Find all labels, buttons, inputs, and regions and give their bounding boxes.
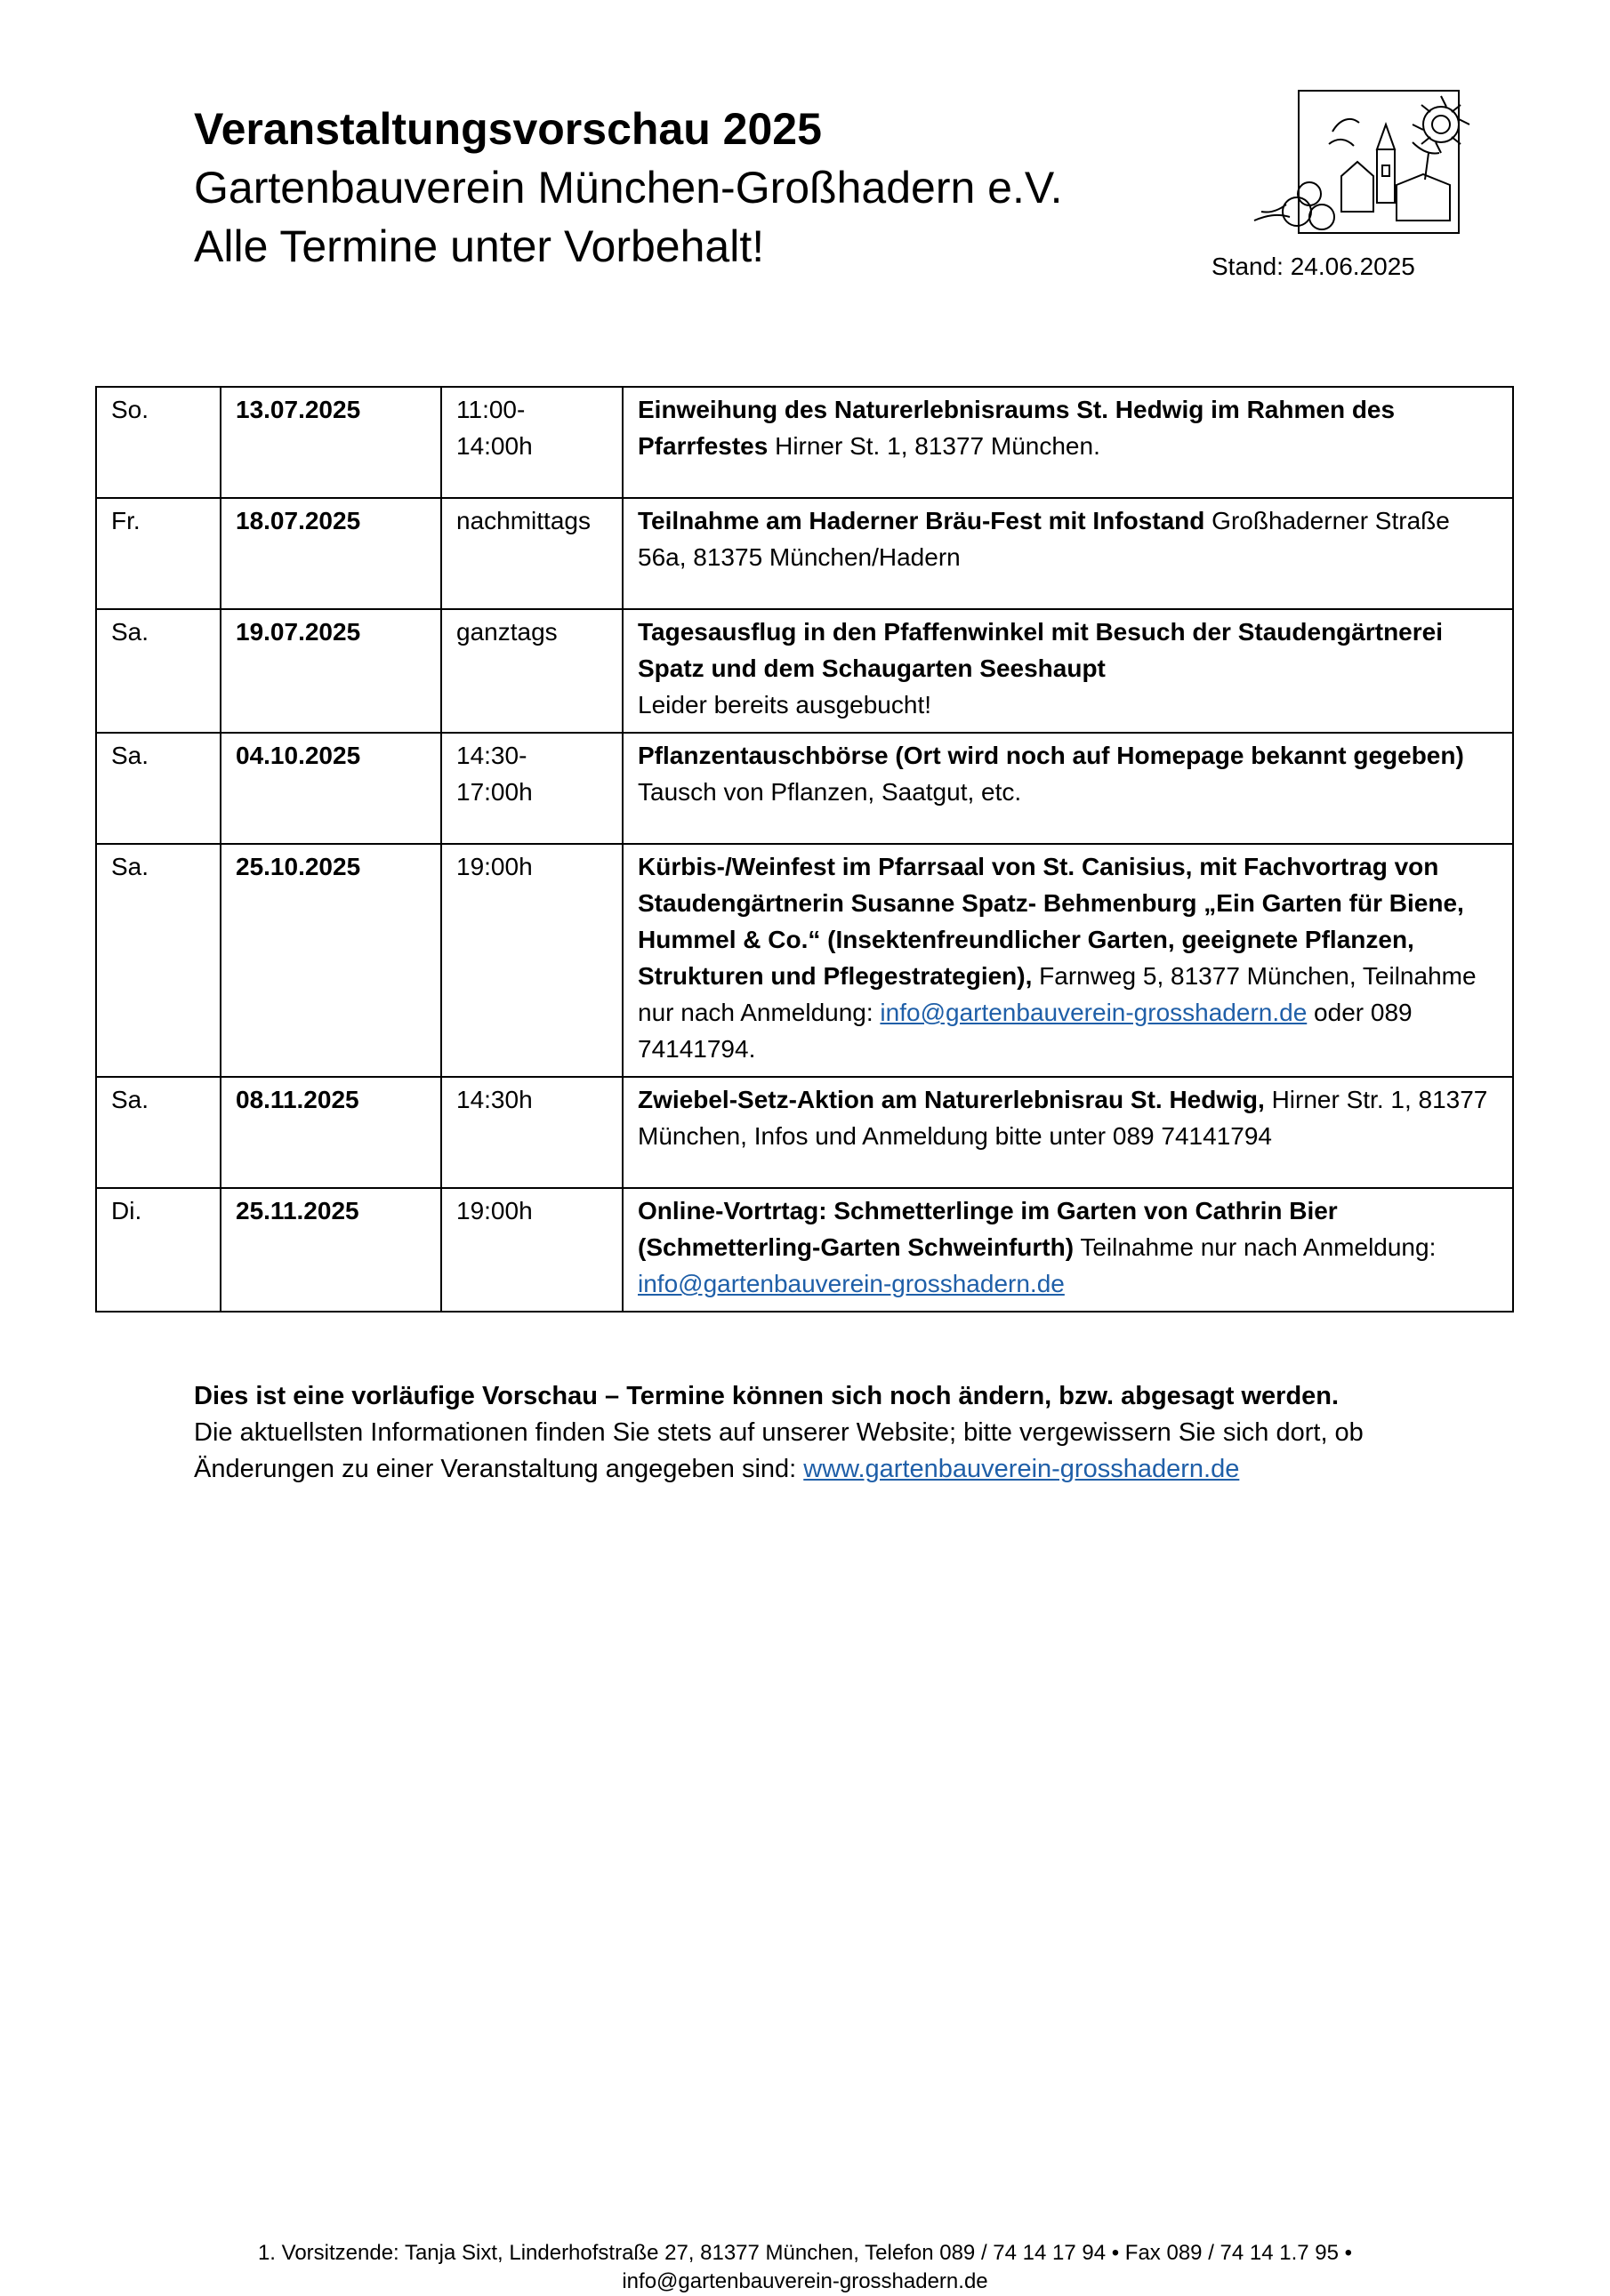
event-row — [96, 733, 1513, 844]
event-date: 18.07.2025 — [221, 498, 441, 609]
event-note: Leider bereits ausgebucht! — [638, 691, 931, 719]
page-title: Veranstaltungsvorschau 2025 — [194, 104, 822, 154]
event-time — [441, 498, 623, 609]
footer-email: info@gartenbauverein-grosshadern.de — [622, 2269, 988, 2293]
event-details: Hirner Str. 1, 81377 München, Infos und Anmeldung bitte unter 089 74141794 — [638, 1086, 1488, 1150]
event-description — [623, 844, 1513, 1077]
event-time — [441, 844, 623, 1077]
event-weekday: So. — [96, 387, 221, 498]
event-details-suffix: oder 089 74141794. — [638, 999, 1413, 1063]
event-email-link[interactable]: info@gartenbauverein-grosshadern.de — [880, 999, 1308, 1026]
event-description — [623, 1188, 1513, 1312]
event-title: Einweihung des Naturerlebnisraums St. Hedwig im Rahmen des Pfarrfestes — [638, 396, 1396, 460]
event-row — [96, 1077, 1513, 1188]
event-row — [96, 609, 1513, 733]
event-description — [623, 387, 1513, 498]
event-details: Großhaderner Straße 56a, 81375 München/Hadern — [638, 507, 1450, 571]
event-date: 08.11.2025 — [221, 1077, 441, 1188]
event-details: Teilnahme nur nach Anmeldung: — [1074, 1233, 1437, 1261]
event-time-text: ganztags — [456, 618, 558, 646]
event-row — [96, 498, 1513, 609]
event-details: Farnweg 5, 81377 München, Teilnahme nur nach Anmeldung: — [638, 962, 1477, 1026]
event-date: 04.10.2025 — [221, 733, 441, 844]
event-date: 25.10.2025 — [221, 844, 441, 1077]
notice-bold-line: Dies ist eine vorläufige Vorschau – Termine können sich noch ändern, bzw. abgesagt werden. — [194, 1382, 1340, 1410]
event-title: Pflanzentauschbörse (Ort wird noch auf Homepage bekannt gegeben) — [638, 742, 1464, 769]
event-weekday: Di. — [96, 1188, 221, 1312]
event-title: Teilnahme am Haderner Bräu-Fest mit Infostand — [638, 507, 1205, 534]
event-time — [441, 609, 623, 733]
event-description — [623, 1077, 1513, 1188]
notice-section — [194, 1378, 1484, 1488]
event-weekday: Sa. — [96, 733, 221, 844]
event-weekday: Sa. — [96, 609, 221, 733]
event-title: Online-Vortrtag: Schmetterlinge im Garten von Cathrin Bier (Schmetterling-Garten Schweinfurth) — [638, 1197, 1338, 1261]
event-row — [96, 844, 1513, 1077]
notice-text: Die aktuellsten Informationen finden Sie stets auf unserer Website; bitte vergewissern Sie sich dort, ob Änderungen zu einer Veranstaltung angegeben sind: — [194, 1418, 1364, 1483]
event-weekday: Fr. — [96, 498, 221, 609]
garden-logo-drawing — [1244, 78, 1484, 240]
document-header — [194, 100, 1217, 276]
event-weekday: Sa. — [96, 844, 221, 1077]
event-time — [441, 1188, 623, 1312]
event-time-text: 14:30- 17:00h — [456, 742, 533, 806]
event-date: 25.11.2025 — [221, 1188, 441, 1312]
event-description — [623, 498, 1513, 609]
stand-date: Stand: 24.06.2025 — [1212, 253, 1415, 280]
event-time-text: 19:00h — [456, 1197, 533, 1224]
event-details: Hirner St. 1, 81377 München. — [768, 432, 1100, 460]
event-date: 13.07.2025 — [221, 387, 441, 498]
event-time-text: nachmittags — [456, 507, 591, 534]
event-row — [96, 1188, 1513, 1312]
footer-contact-line: 1. Vorsitzende: Tanja Sixt, Linderhofstraße 27, 81377 München, Telefon 089 / 74 14 17 94 • Fax 089 / 74 14 1.7 95 • — [257, 2241, 1353, 2265]
footer — [0, 2239, 1610, 2296]
event-email-link[interactable]: info@gartenbauverein-grosshadern.de — [638, 1270, 1065, 1297]
event-time-text: 11:00- 14:00h — [456, 396, 533, 460]
event-time-text: 19:00h — [456, 853, 533, 880]
disclaimer-text: Alle Termine unter Vorbehalt! — [194, 221, 765, 271]
event-time-text: 14:30h — [456, 1086, 533, 1113]
events-table — [95, 386, 1514, 1313]
event-description — [623, 609, 1513, 733]
event-title: Zwiebel-Setz-Aktion am Naturerlebnisrau St. Hedwig, — [638, 1086, 1265, 1113]
event-row — [96, 387, 1513, 498]
event-description — [623, 733, 1513, 844]
event-title: Tagesausflug in den Pfaffenwinkel mit Besuch der Staudengärtnerei Spatz und dem Schaugarten Seeshaupt — [638, 618, 1443, 682]
event-time — [441, 1077, 623, 1188]
event-title: Kürbis-/Weinfest im Pfarrsaal von St. Canisius, mit Fachvortrag von Staudengärtnerin Susanne Spatz- Behmenburg „Ein Garten für Biene, Hummel & Co.“ (Insektenfreundlicher Garten, geeignete Pflanzen, Strukturen und Pflegestrategien), — [638, 853, 1464, 990]
event-details: Tausch von Pflanzen, Saatgut, etc. — [638, 778, 1022, 806]
event-date: 19.07.2025 — [221, 609, 441, 733]
event-time — [441, 387, 623, 498]
website-link[interactable]: www.gartenbauverein-grosshadern.de — [803, 1455, 1240, 1483]
organization-name: Gartenbauverein München-Großhadern e.V. — [194, 163, 1063, 213]
event-weekday: Sa. — [96, 1077, 221, 1188]
event-time — [441, 733, 623, 844]
